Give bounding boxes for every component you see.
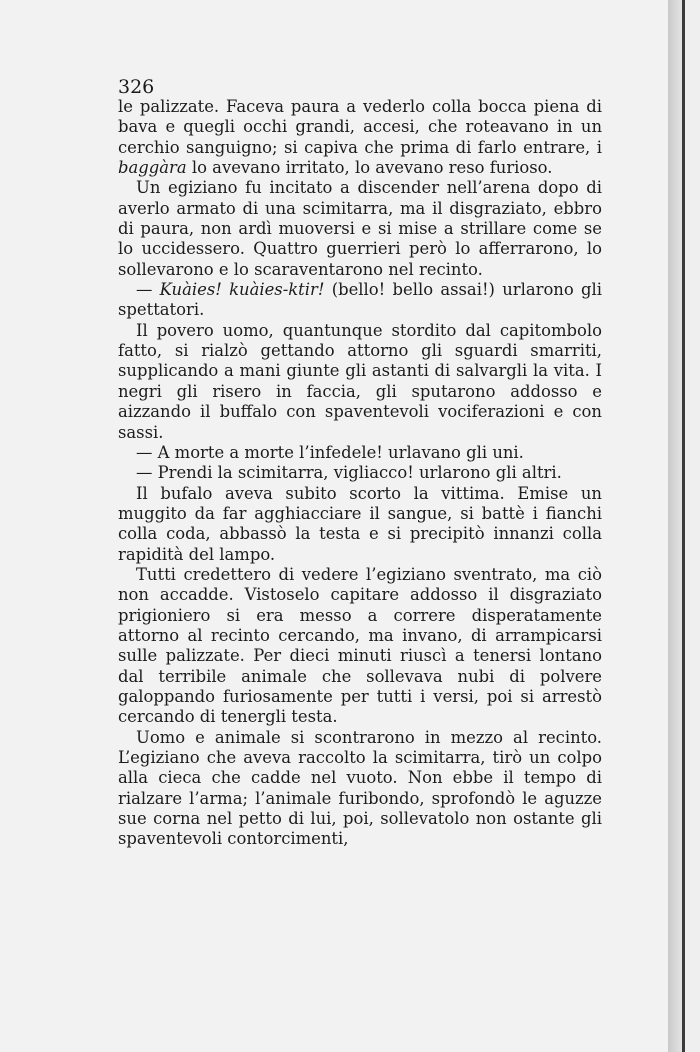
italic-text: Kuàies! kuàies-ktir!	[159, 280, 325, 300]
body-text	[118, 97, 602, 850]
text-segment: Tutti credettero di vedere l’egiziano sventrato, ma ciò non accadde. Vistoselo capitare addosso il disgraziato prigioniero si era messo a correre disperatamente attorno al recinto cercando, ma invano, di arrampicarsi sulle palizzate. Per dieci minuti riuscì a tenersi lontano dal terribile animale che sollevava nubi di polvere galoppando furiosamente per tutti i versi, poi si arrestò cercando di tenergli testa.	[118, 564, 602, 727]
text-segment: Il bufalo aveva subito scorto la vittima. Emise un muggito da far agghiacciare il sangue, si battè i fianchi colla coda, abbassò la testa e si precipitò innanzi colla rapidità del lampo.	[118, 483, 602, 564]
paragraph	[118, 178, 602, 280]
italic-text: baggàra	[118, 158, 187, 178]
paragraph	[118, 443, 602, 463]
paragraph	[118, 280, 602, 321]
text-segment: —	[136, 280, 160, 300]
page-number: 326	[118, 76, 155, 98]
paragraph	[118, 321, 602, 443]
page-edge-margin	[685, 0, 700, 1052]
paragraph	[118, 565, 602, 728]
paragraph	[118, 463, 602, 483]
text-segment: — A morte a morte l’infedele! urlavano gli uni.	[136, 442, 524, 462]
text-segment: (bello! bello assai!) urlarono gli spettatori.	[118, 280, 602, 320]
text-segment: le palizzate. Faceva paura a vederlo colla bocca piena di bava e quegli occhi grandi, accesi, che roteavano in un cerchio sanguigno; si capiva che prima di farlo entrare, i	[118, 97, 602, 157]
page-gutter-shadow	[668, 0, 682, 1052]
text-segment: Un egiziano fu incitato a discender nell’arena dopo di averlo armato di una scimitarra, ma il disgraziato, ebbro di paura, non ardì muoversi e si mise a strillare come se lo uccidessero. Quattro guerrieri però lo afferrarono, lo sollevarono e lo scaraventarono nel recinto.	[118, 178, 602, 279]
paragraph	[118, 484, 602, 565]
text-segment: — Prendi la scimitarra, vigliacco! urlarono gli altri.	[136, 463, 562, 483]
text-segment: lo avevano irritato, lo avevano reso furioso.	[186, 158, 553, 178]
text-segment: Il povero uomo, quantunque stordito dal capitombolo fatto, si rialzò gettando attorno gli sguardi smarriti, supplicando a mani giunte gli astanti di salvargli la vita. I negri gli risero in faccia, gli sputarono addosso e aizzando il buffalo con spaventevoli vociferazioni e con sassi.	[118, 320, 602, 442]
paragraph	[118, 728, 602, 850]
text-segment: Uomo e animale si scontrarono in mezzo al recinto. L’egiziano che aveva raccolto la scimitarra, tirò un colpo alla cieca che cadde nel vuoto. Non ebbe il tempo di rialzare l’arma; l’animale furibondo, sprofondò le aguzze sue corna nel petto di lui, poi, sollevatolo non ostante gli spaventevoli contorcimenti,	[118, 727, 602, 849]
paragraph	[118, 97, 602, 178]
